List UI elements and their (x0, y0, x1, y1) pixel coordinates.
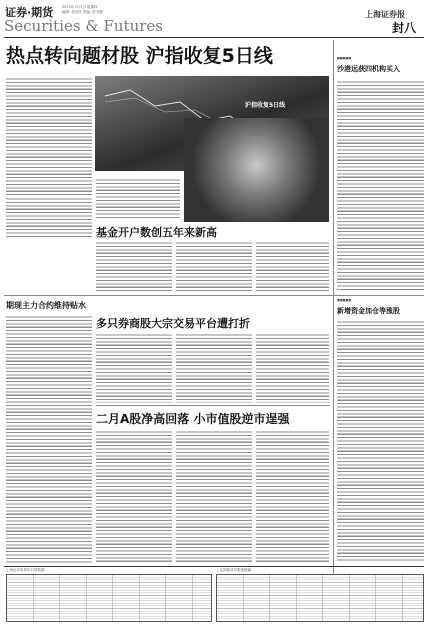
right-story-text (337, 80, 424, 292)
paper-name: 上海证券报 (365, 9, 405, 19)
futures-headline: 期现主力合约维持贴水 (6, 301, 86, 310)
section-rule-1 (4, 295, 424, 296)
b-share-col-2 (176, 430, 252, 563)
portrait-photo (184, 118, 329, 222)
right-kicker-2: ■■■■■ (337, 298, 352, 302)
main-story-col-1 (6, 77, 92, 195)
date-line: 2013年3月7日 星期四 (62, 5, 98, 9)
lending-col-3 (256, 333, 329, 403)
main-headline: 热点转向题材股 沪指收复5日线 (6, 45, 273, 67)
editor-line: 编辑: 桂衍民 美编: 彭书静 (62, 10, 103, 14)
fund-story-col-2 (176, 241, 252, 291)
chart-caption: 沪指收复5日线 (245, 102, 286, 109)
right-headline: 沙港远获四机构买入 (337, 65, 400, 73)
lending-col-1 (96, 333, 172, 403)
right-kicker: ■■■■■ (337, 56, 352, 60)
table-left-title: 上海证券报资讯行情数据 (6, 568, 45, 572)
b-share-headline: 二月A股净高回落 小市值股逆市逞强 (96, 412, 290, 426)
table-right-title: 上证指数成份股涨跌幅 (216, 568, 251, 572)
right-story2-text (337, 320, 424, 563)
fund-headline: 基金开户数创五年来新高 (96, 226, 217, 239)
right-headline-2: 新增资金加仓等涨股 (337, 307, 400, 315)
section-title-en: Securities & Futures (4, 17, 163, 35)
masthead-rule (4, 37, 424, 38)
footer-rule (4, 566, 424, 567)
data-table-right (216, 574, 424, 622)
section-rule-2 (96, 405, 330, 406)
vertical-divider (333, 40, 334, 575)
data-table-left (6, 574, 212, 622)
page-label: 封八 (392, 21, 417, 35)
lending-col-2 (176, 333, 252, 403)
fund-story-col-1 (96, 241, 172, 291)
b-share-col-3 (256, 430, 329, 563)
lending-headline: 多只券商股大宗交易平台遭打折 (96, 317, 250, 330)
section-title-cn: 证券·期货 (5, 6, 54, 19)
futures-story-text (6, 315, 92, 563)
b-share-col-1 (96, 430, 172, 563)
main-story-col-2 (96, 178, 180, 220)
main-story-col-1b (6, 197, 92, 237)
fund-story-col-3 (256, 241, 329, 291)
